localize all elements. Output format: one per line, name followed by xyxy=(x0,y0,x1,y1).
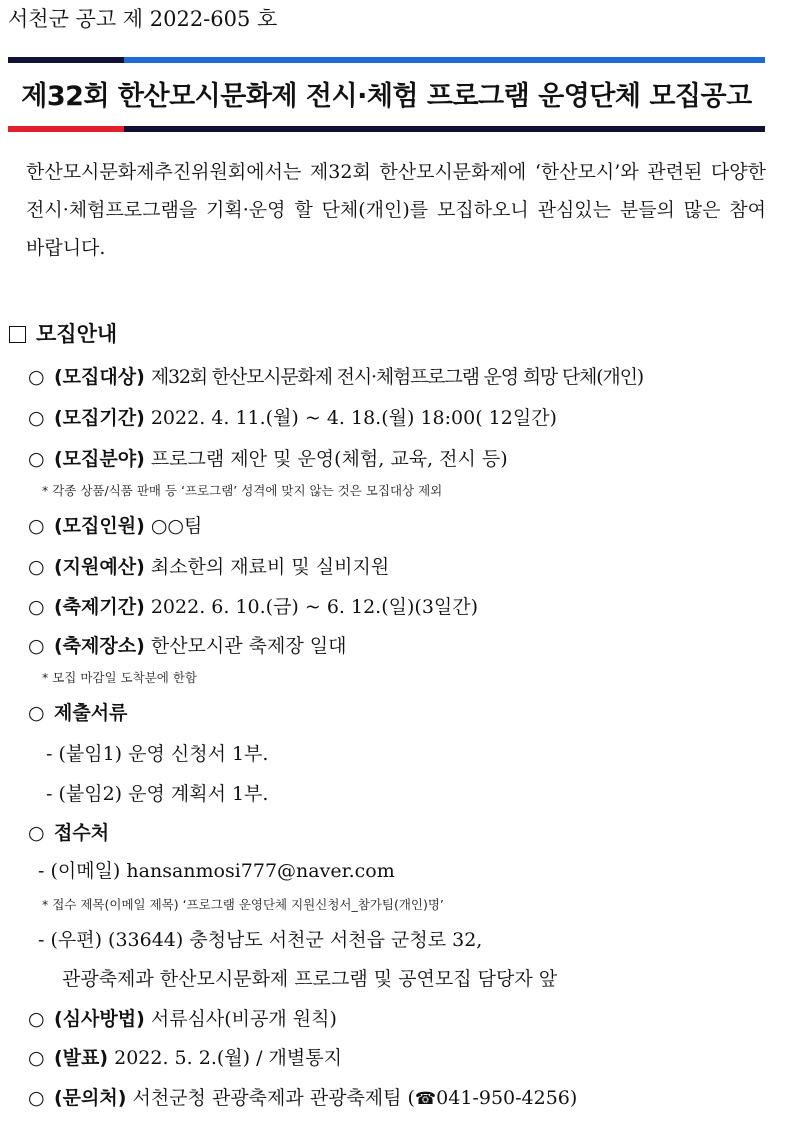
circle-bullet-icon: ○ xyxy=(28,515,45,537)
item-announce xyxy=(28,1043,342,1070)
item-festival-period xyxy=(28,592,478,619)
item-label: (모집대상) xyxy=(54,366,145,388)
item-value: 서천군청 관광축제과 관광축제팀 ( xyxy=(132,1087,415,1109)
item-value: 제32회 한산모시문화제 전시·체험프로그램 운영 희망 단체(개인) xyxy=(150,366,643,388)
page-title: 제32회 한산모시문화제 전시·체험 프로그램 운영단체 모집공고 xyxy=(21,81,752,112)
item-label: (축제기간) xyxy=(54,596,145,618)
bottom-divider-bar xyxy=(8,126,765,132)
item-field xyxy=(28,444,508,471)
item-festival-place xyxy=(28,631,346,658)
circle-bullet-icon: ○ xyxy=(28,448,45,470)
field-note: * 각종 상품/식품 판매 등 ‘프로그램’ 성격에 맞지 않는 것은 모집대상 제외 xyxy=(42,483,443,498)
reception-email: - (이메일) hansanmosi777@naver.com xyxy=(38,860,395,882)
top-bar-blue-segment xyxy=(124,57,765,63)
item-value: 최소한의 재료비 및 실비지원 xyxy=(150,556,390,578)
circle-bullet-icon: ○ xyxy=(28,822,45,844)
section-title: 모집안내 xyxy=(36,322,118,346)
circle-bullet-icon: ○ xyxy=(28,1047,45,1069)
document-entry-1: - (붙임1) 운영 신청서 1부. xyxy=(46,743,269,765)
top-divider-bar xyxy=(8,57,765,63)
item-documents xyxy=(28,698,127,725)
item-label: (모집기간) xyxy=(54,407,145,429)
item-count xyxy=(28,511,202,538)
item-label: (문의처) xyxy=(54,1087,127,1109)
item-label: (발표) xyxy=(54,1047,109,1069)
contact-phone: 041-950-4256) xyxy=(436,1087,578,1109)
intro-paragraph: 한산모시문화제추진위원회에서는 제32회 한산모시문화제에 ‘한산모시’와 관련된 다양한 전시·체험프로그램을 기획·운영 할 단체(개인)를 모집하오니 관심있는 분들의 많은 참여 바랍니다. xyxy=(26,161,766,259)
item-label: 접수처 xyxy=(54,822,110,844)
item-label: (지원예산) xyxy=(54,556,145,578)
circle-bullet-icon: ○ xyxy=(28,366,45,388)
document-entry-2: - (붙임2) 운영 계획서 1부. xyxy=(46,783,269,805)
circle-bullet-icon: ○ xyxy=(28,556,45,578)
circle-bullet-icon: ○ xyxy=(28,407,45,429)
deadline-note: * 모집 마감일 도착분에 한함 xyxy=(42,670,197,685)
reception-post-line-1: - (우편) (33644) 충청남도 서천군 서천읍 군청로 32, xyxy=(38,929,483,951)
item-value: 한산모시관 축제장 일대 xyxy=(150,635,347,657)
item-label: 제출서류 xyxy=(54,702,128,724)
item-label: (모집인원) xyxy=(54,515,145,537)
item-value: ○○팀 xyxy=(150,515,203,537)
item-reception xyxy=(28,818,109,845)
reception-post-line-2: 관광축제과 한산모시문화제 프로그램 및 공연모집 담당자 앞 xyxy=(62,968,558,990)
item-label: (축제장소) xyxy=(54,635,145,657)
notice-number: 서천군 공고 제 2022-605 호 xyxy=(8,7,278,31)
circle-bullet-icon: ○ xyxy=(28,596,45,618)
circle-bullet-icon: ○ xyxy=(28,702,45,724)
item-target xyxy=(28,362,643,389)
bottom-bar-red-segment xyxy=(8,126,124,132)
section-heading xyxy=(9,318,117,348)
item-period xyxy=(28,403,557,430)
item-value: 프로그램 제안 및 운영(체험, 교육, 전시 등) xyxy=(150,448,508,470)
circle-bullet-icon: ○ xyxy=(28,1087,45,1109)
item-label: (심사방법) xyxy=(54,1008,145,1030)
email-note: * 접수 제목(이메일 제목) ‘프로그램 운영단체 지원신청서_참가팀(개인)명’ xyxy=(42,897,444,912)
item-value: 2022. 4. 11.(월) ~ 4. 18.(월) 18:00( 12일간) xyxy=(150,407,557,429)
bottom-bar-navy-segment xyxy=(124,126,765,132)
telephone-icon: ☎ xyxy=(414,1089,437,1109)
item-review xyxy=(28,1004,337,1031)
item-value: 2022. 6. 10.(금) ~ 6. 12.(일)(3일간) xyxy=(150,596,479,618)
circle-bullet-icon: ○ xyxy=(28,635,45,657)
item-contact xyxy=(28,1083,577,1110)
item-budget xyxy=(28,552,389,579)
item-value: 2022. 5. 2.(월) / 개별통지 xyxy=(114,1047,342,1069)
circle-bullet-icon: ○ xyxy=(28,1008,45,1030)
item-value: 서류심사(비공개 원칙) xyxy=(150,1008,337,1030)
checkbox-icon xyxy=(9,326,26,343)
item-label: (모집분야) xyxy=(54,448,145,470)
top-bar-navy-segment xyxy=(8,57,124,63)
